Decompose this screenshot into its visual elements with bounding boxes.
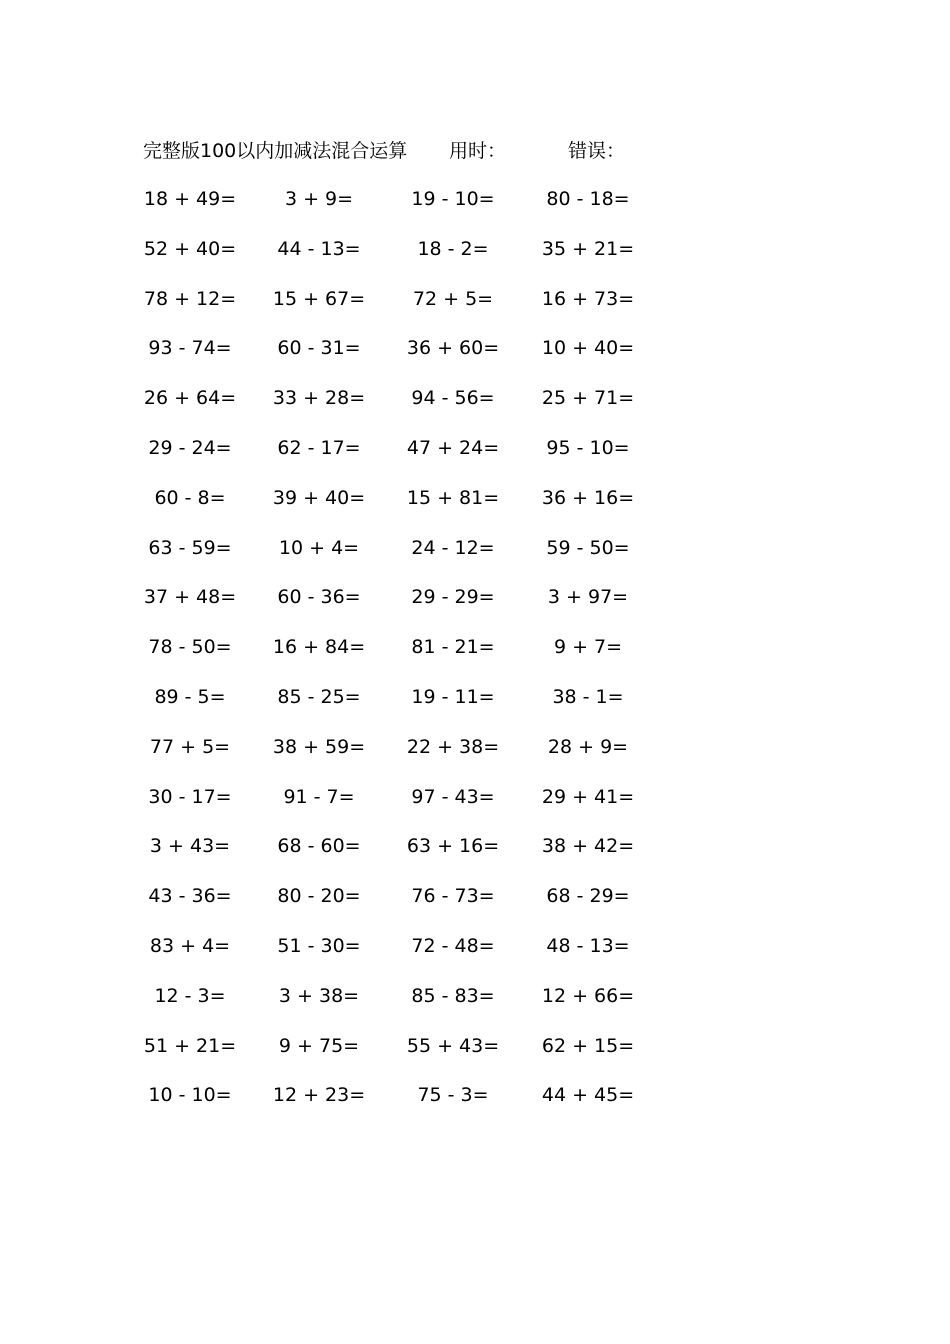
problem-cell: 9 + 75= (278, 1034, 360, 1057)
problem-cell: 25 + 71= (541, 387, 635, 410)
problem-cell: 80 - 18= (546, 188, 630, 210)
problem-cell: 16 + 84= (272, 636, 366, 659)
problem-cell: 78 - 50= (148, 636, 232, 659)
problem-cell: 83 + 4= (149, 934, 231, 957)
problem-cell: 78 + 12= (143, 287, 237, 310)
problem-row (0, 682, 950, 732)
problem-cell: 35 + 21= (541, 237, 635, 260)
problem-cell: 62 + 15= (541, 1034, 635, 1057)
error-count-label: 错误： (568, 140, 626, 162)
problem-cell: 12 + 23= (272, 1084, 366, 1107)
problem-row (0, 632, 950, 682)
problem-cell: 55 + 43= (406, 1034, 500, 1057)
problem-cell: 3 + 38= (278, 984, 360, 1007)
problem-cell: 44 + 45= (541, 1084, 635, 1107)
problem-cell: 3 + 97= (547, 586, 629, 609)
worksheet-title: 完整版100以内加减法混合运算 (143, 140, 408, 162)
problem-cell: 63 - 59= (148, 536, 232, 559)
problem-cell: 28 + 9= (547, 735, 629, 758)
problem-cell: 85 - 83= (411, 984, 495, 1007)
problem-grid (0, 184, 950, 1130)
problem-cell: 85 - 25= (277, 685, 361, 708)
problem-cell: 75 - 3= (417, 1084, 489, 1107)
problem-cell: 37 + 48= (143, 586, 237, 609)
problem-cell: 51 - 30= (277, 934, 361, 957)
problem-cell: 81 - 21= (411, 636, 495, 659)
problem-cell: 10 + 4= (278, 536, 360, 559)
problem-row (0, 881, 950, 931)
problem-cell: 77 + 5= (149, 735, 231, 758)
problem-cell: 16 + 73= (541, 287, 635, 310)
problem-cell: 18 + 49= (143, 188, 237, 210)
problem-cell: 95 - 10= (546, 436, 630, 459)
problem-row (0, 383, 950, 433)
problem-cell: 30 - 17= (148, 785, 232, 808)
problem-cell: 36 + 16= (541, 486, 635, 509)
problem-row (0, 533, 950, 583)
problem-row (0, 1031, 950, 1081)
problem-cell: 29 + 41= (541, 785, 635, 808)
problem-cell: 80 - 20= (277, 885, 361, 908)
problem-cell: 15 + 81= (406, 486, 500, 509)
problem-cell: 18 - 2= (417, 237, 489, 260)
problem-cell: 59 - 50= (546, 536, 630, 559)
problem-cell: 62 - 17= (277, 436, 361, 459)
problem-cell: 91 - 7= (283, 785, 355, 808)
problem-cell: 72 - 48= (411, 934, 495, 957)
problem-row (0, 831, 950, 881)
problem-cell: 63 + 16= (406, 835, 500, 858)
problem-cell: 38 + 59= (272, 735, 366, 758)
problem-row (0, 284, 950, 334)
problem-cell: 97 - 43= (411, 785, 495, 808)
problem-cell: 93 - 74= (148, 337, 232, 360)
problem-cell: 47 + 24= (406, 436, 500, 459)
problem-cell: 52 + 40= (143, 237, 237, 260)
problem-cell: 60 - 36= (277, 586, 361, 609)
problem-cell: 12 + 66= (541, 984, 635, 1007)
problem-row (0, 782, 950, 832)
problem-row (0, 234, 950, 284)
problem-cell: 3 + 43= (149, 835, 231, 858)
problem-row (0, 184, 950, 234)
problem-cell: 36 + 60= (406, 337, 500, 360)
problem-cell: 15 + 67= (272, 287, 366, 310)
time-used-label: 用时： (449, 140, 507, 162)
problem-cell: 44 - 13= (277, 237, 361, 260)
problem-cell: 19 - 11= (411, 685, 495, 708)
problem-cell: 72 + 5= (412, 287, 494, 310)
problem-cell: 9 + 7= (553, 636, 623, 659)
problem-row (0, 582, 950, 632)
problem-cell: 29 - 29= (411, 586, 495, 609)
problem-cell: 94 - 56= (411, 387, 495, 410)
problem-row (0, 433, 950, 483)
problem-cell: 19 - 10= (411, 188, 495, 210)
problem-cell: 29 - 24= (148, 436, 232, 459)
problem-row (0, 732, 950, 782)
problem-cell: 38 - 1= (552, 685, 624, 708)
problem-cell: 26 + 64= (143, 387, 237, 410)
problem-row (0, 1080, 950, 1130)
problem-cell: 60 - 8= (154, 486, 226, 509)
problem-row (0, 931, 950, 981)
problem-cell: 39 + 40= (272, 486, 366, 509)
problem-cell: 68 - 60= (277, 835, 361, 858)
problem-cell: 89 - 5= (154, 685, 226, 708)
problem-row (0, 483, 950, 533)
problem-row (0, 333, 950, 383)
problem-cell: 51 + 21= (143, 1034, 237, 1057)
problem-cell: 38 + 42= (541, 835, 635, 858)
problem-cell: 43 - 36= (148, 885, 232, 908)
problem-cell: 60 - 31= (277, 337, 361, 360)
problem-cell: 48 - 13= (546, 934, 630, 957)
problem-row (0, 981, 950, 1031)
problem-cell: 10 - 10= (148, 1084, 232, 1107)
problem-cell: 33 + 28= (272, 387, 366, 410)
problem-cell: 12 - 3= (154, 984, 226, 1007)
problem-cell: 22 + 38= (406, 735, 500, 758)
problem-cell: 10 + 40= (541, 337, 635, 360)
problem-cell: 76 - 73= (411, 885, 495, 908)
problem-cell: 68 - 29= (546, 885, 630, 908)
problem-cell: 3 + 9= (284, 188, 354, 210)
problem-cell: 24 - 12= (411, 536, 495, 559)
